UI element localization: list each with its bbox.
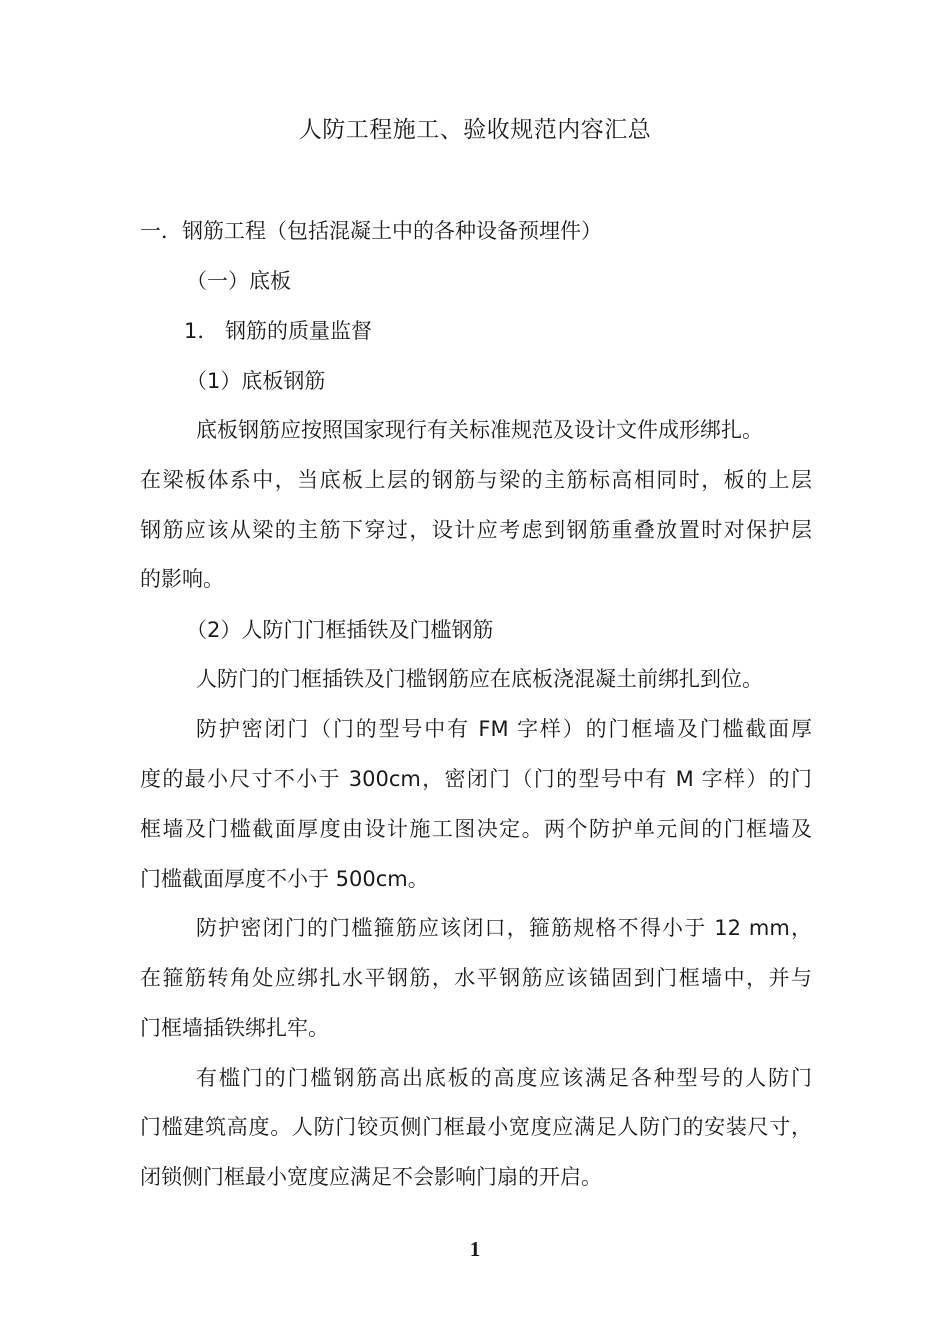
paragraph-line: 防护密闭门（门的型号中有 FM 字样）的门框墙及门槛截面厚 xyxy=(196,717,812,741)
document-title: 人防工程施工、验收规范内容汇总 xyxy=(298,117,652,143)
paragraph-line: 度的最小尺寸不小于 300cm，密闭门（门的型号中有 M 字样）的门 xyxy=(140,767,812,791)
page-number: 1 xyxy=(469,1237,481,1261)
sub-item-heading: （2）人防门门框插铁及门槛钢筋 xyxy=(186,618,494,642)
paragraph-line: 闭锁侧门框最小宽度应满足不会影响门扇的开启。 xyxy=(140,1165,602,1189)
paragraph-line: 有槛门的门槛钢筋高出底板的高度应该满足各种型号的人防门 xyxy=(196,1066,812,1090)
paragraph-line: 门槛截面厚度不小于 500cm。 xyxy=(140,867,429,891)
paragraph-line: 框墙及门槛截面厚度由设计施工图决定。两个防护单元间的门框墙及 xyxy=(140,817,812,841)
paragraph-line: 在箍筋转角处应绑扎水平钢筋，水平钢筋应该锚固到门框墙中，并与 xyxy=(140,966,812,990)
subsection-heading: （一）底板 xyxy=(186,269,291,293)
paragraph-line: 门槛建筑高度。人防门铰页侧门框最小宽度应满足人防门的安装尺寸， xyxy=(140,1115,812,1139)
item-heading: 1． 钢筋的质量监督 xyxy=(184,319,373,343)
paragraph-line: 底板钢筋应按照国家现行有关标准规范及设计文件成形绑扎。 xyxy=(196,418,763,442)
section-heading: 一．钢筋工程（包括混凝土中的各种设备预埋件） xyxy=(140,219,602,243)
paragraph-line: 在梁板体系中，当底板上层的钢筋与梁的主筋标高相同时，板的上层 xyxy=(140,468,812,492)
paragraph-line: 人防门的门框插铁及门槛钢筋应在底板浇混凝土前绑扎到位。 xyxy=(196,667,763,691)
paragraph-line: 钢筋应该从梁的主筋下穿过，设计应考虑到钢筋重叠放置时对保护层 xyxy=(140,518,812,542)
paragraph-line: 的影响。 xyxy=(140,567,224,591)
paragraph-line: 门框墙插铁绑扎牢。 xyxy=(140,1016,329,1040)
paragraph-line: 防护密闭门的门槛箍筋应该闭口，箍筋规格不得小于 12 mm， xyxy=(196,916,812,940)
sub-item-heading: （1）底板钢筋 xyxy=(186,369,326,393)
